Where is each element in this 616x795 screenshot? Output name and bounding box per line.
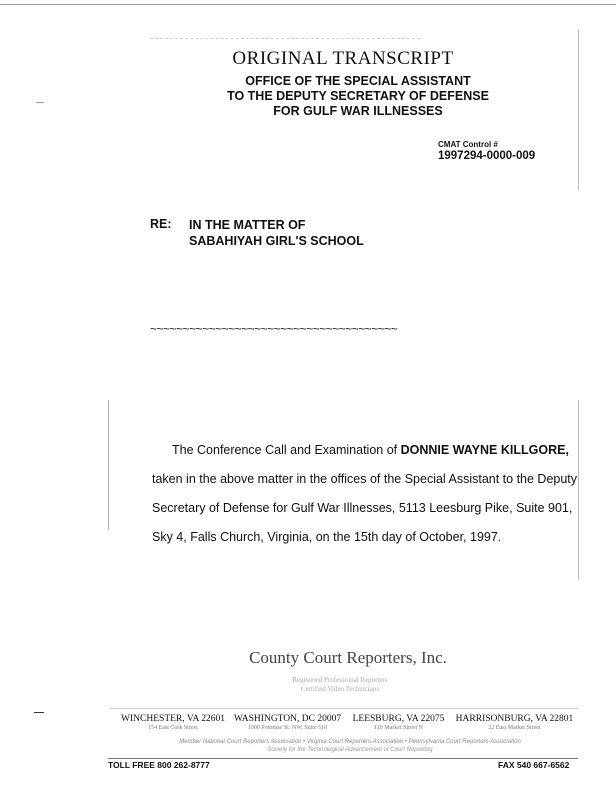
body-line-1 (152, 436, 592, 465)
body-intro: The Conference Call and Examination of (172, 443, 401, 457)
company-tagline-1: Registered Professional Reporters (292, 676, 388, 684)
cmat-control-label: CMAT Control # (438, 140, 498, 149)
office-harrisonburg: HARRISONBURG, VA 22801 (455, 714, 574, 724)
membership-line-1: Member National Court Reporters Association • Virginia Court Reporters Association • Pennsylvania Court Reporters Association (179, 739, 521, 745)
office-winchester: WINCHESTER, VA 22601 (121, 714, 225, 724)
office-line-2: TO THE DEPUTY SECRETARY OF DEFENSE (227, 89, 489, 103)
office-washington: WASHINGTON, DC 20007 (233, 714, 342, 724)
body-line-3: Secretary of Defense for Gulf War Illnesses, 5113 Leesburg Pike, Suite 901, (152, 501, 573, 515)
top-scan-line (0, 4, 616, 5)
document-title: ORIGINAL TRANSCRIPT (232, 48, 454, 69)
cmat-control-number: 1997294-0000-009 (438, 150, 536, 162)
re-subject (189, 217, 364, 249)
left-scan-mark-lower (34, 712, 44, 713)
company-tagline-2: Certified Video Technicians (300, 685, 380, 693)
company-name: County Court Reporters, Inc. (249, 648, 447, 667)
witness-name: DONNIE WAYNE KILLGORE, (400, 443, 569, 457)
office-leesburg-address: 110 Market Street N (374, 725, 423, 731)
office-heading (0, 74, 616, 119)
office-leesburg: LEESBURG, VA 22075 (352, 714, 445, 724)
re-line-1: IN THE MATTER OF (189, 218, 306, 232)
bottom-rule (108, 758, 578, 759)
fax-number: FAX 540 667-6562 (498, 760, 570, 770)
body-line-4: Sky 4, Falls Church, Virginia, on the 15th day of October, 1997. (152, 530, 502, 544)
office-winchester-address: 154 East Cork Street (148, 725, 198, 731)
footer-rule (110, 708, 578, 709)
transcript-body (152, 436, 592, 552)
tilde-separator: ~~~~~~~~~~~~~~~~~~~~~~~~~~~~~~~~~~~~~~ (150, 322, 398, 336)
left-margin-line (108, 400, 109, 530)
membership-line-2: Society for the Technological Advancement of Court Reporting (267, 747, 433, 753)
office-harrisonburg-address: 22 East Market Street (488, 725, 541, 731)
office-line-1: OFFICE OF THE SPECIAL ASSISTANT (245, 74, 471, 88)
re-label: RE: (150, 217, 172, 231)
toll-free-number: TOLL FREE 800 262-8777 (108, 760, 210, 770)
re-line-2: SABAHIYAH GIRL'S SCHOOL (189, 234, 364, 248)
office-line-3: FOR GULF WAR ILLNESSES (273, 104, 443, 118)
header-rule (150, 38, 420, 39)
body-line-2: taken in the above matter in the offices of the Special Assistant to the Deputy (152, 472, 578, 486)
office-washington-address: 1000 Potomac St. NW, Suite 510 (247, 725, 328, 731)
